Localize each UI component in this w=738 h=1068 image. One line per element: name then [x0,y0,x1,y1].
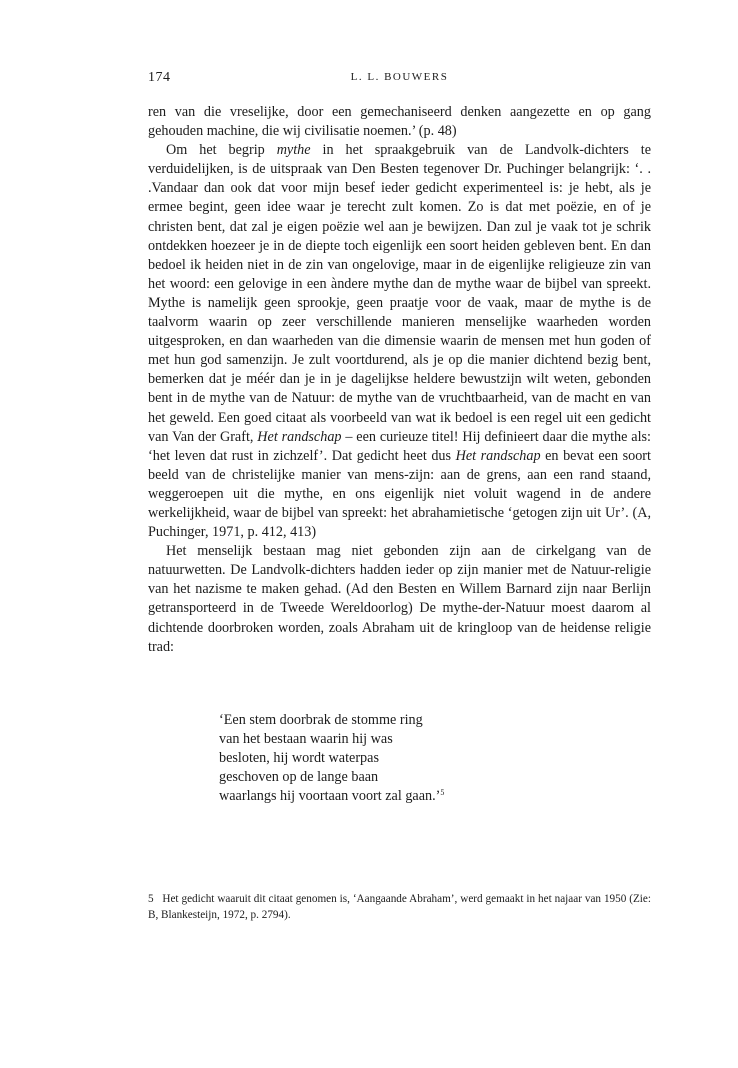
italic-title: Het randschap [257,428,342,445]
verse-line: ‘Een stem doorbrak de stomme ring [219,712,423,728]
verse-quotation [219,711,444,806]
verse-line: besloten, hij wordt waterpas [219,750,379,767]
page-number: 174 [148,70,171,85]
verse-line: van het bestaan waarin hij was [219,731,393,748]
running-head-author: L. L. BOUWERS [350,71,449,83]
verse-line: geschoven op de lange baan [219,769,379,786]
italic-title: mythe [276,142,311,159]
footnote-number: 5 [148,893,154,905]
footnote [148,892,651,923]
paragraph [148,542,651,657]
footnote-reference: 5 [440,788,445,798]
text-run: en bevat een soort beeld van de christelijke manier van mens-zijn: aan de grens, aan een rand staand, weggeroepen uit die mythe, en ons eigenlijk niet voluit wagend in de andere werkelijkheid, waar de bijbel van spreekt: het abrahamietische ‘getogen zijn uit Ur’. (A, Puchinger, 1971, p. 412, 413) [148,447,651,541]
running-header [148,70,651,88]
text-run: ren van die vreselijke, door een gemechaniseerd denken aangezette en op gang gehouden machine, die wij civilisatie noemen.’ (p. 48) [148,104,651,140]
paragraph [148,103,651,141]
italic-title: Het randschap [455,447,541,464]
text-run: Om het begrip [166,142,277,159]
verse-line [219,787,444,806]
text-run: in het spraakgebruik van de Landvolk-dichters te verduidelijken, is de uitspraak van Den Besten tegenover Dr. Puchinger belangrijk: ‘. . .Vandaar dan ook dat voor mijn besef ieder gedicht experimenteel is: je hebt, als je ermee begint, geen idee waar je terecht zult komen. Zo is dat met poëzie, en of je christen bent, dat zal je eigen poëzie wel aan je bewijzen. Dan zul je vaak tot je schrik ontdekken hoezeer je in de diepte toch eigenlijk een soort heiden gebleven bent. En dan bedoel ik heiden niet in de zin van ongelovige, maar in de eigenlijke religieuze zin van het woord: een gelovige in een àndere mythe dan de mythe waar de bijbel van spreekt. Mythe is namelijk geen sprookje, geen praatje voor de vaak, maar de mythe is de taalvorm waarin op zeer verschillende manieren menselijke waarheden worden uitgesproken, en dan waarheden van die dimensie waarin de mensen met hun goden of met hun god samenzijn. Je zult voortdurend, als je op die manier dichtend bezig bent, bemerken dat je méér dan je in je dagelijkse heldere bewustzijn wilt weten, gebonden bent in de mythe van de Natuur: de mythe van de vruchtbaarheid, van de macht en van het geweld. Een goed citaat als voorbeeld van wat ik bedoel is een regel uit een gedicht van Van der Graft, [148,142,652,445]
paragraph [148,141,651,542]
body-text [148,103,651,657]
text-run: – een curieuze titel! Hij definieert daar die mythe als: ‘het leven dat rust in zichzelf’. Dat gedicht heet dus [148,428,651,464]
text-run: Het menselijk bestaan mag niet gebonden zijn aan de cirkelgang van de natuurwetten. De Landvolk-dichters hadden ieder op zijn manier met de Natuur-religie van het nazisme te maken gehad. (Ad den Besten en Willem Barnard zijn naar Berlijn getransporteerd in de Tweede Wereldoorlog) De mythe-der-Natuur moest daarom al dichtende doorbroken worden, zoals Abraham uit de kringloop van de heidense religie trad: [148,543,651,655]
footnote-text: Het gedicht waaruit dit citaat genomen is, ‘Aangaande Abraham’, werd gemaakt in het najaar van 1950 (Zie: B, Blankesteijn, 1972, p. 2794). [148,893,651,921]
verse-line-text: waarlangs hij voortaan voort zal gaan.’ [219,788,441,805]
